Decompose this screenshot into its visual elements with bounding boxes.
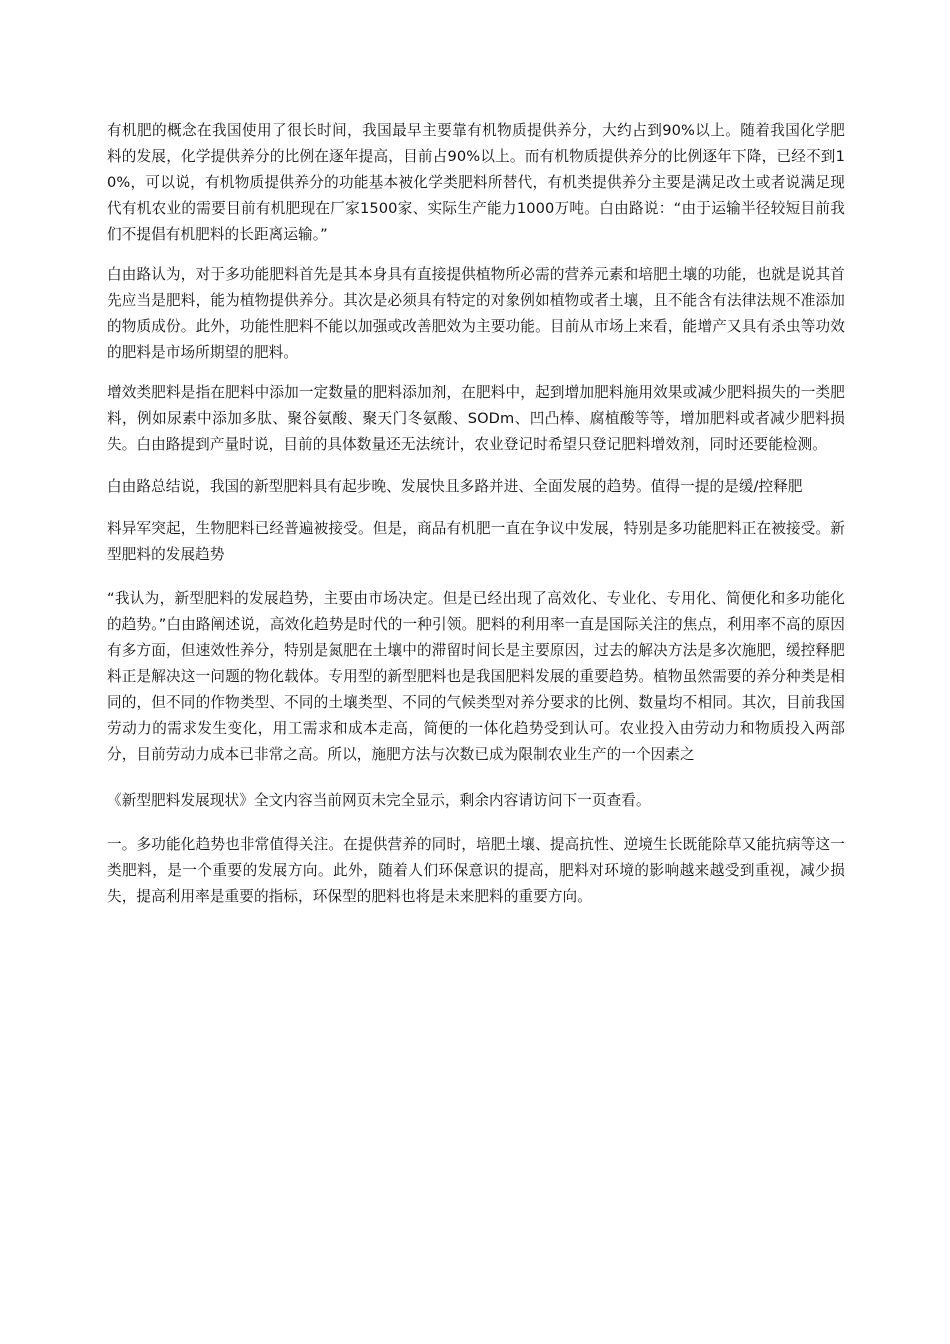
paragraph-synergist-fertilizer: 增效类肥料是指在肥料中添加一定数量的肥料添加剂，在肥料中，起到增加肥料施用效果或减少肥料损失的一类肥料，例如尿素中添加多肽、聚谷氨酸、聚天门冬氨酸、SODm、凹凸棒、腐植酸等等，增加肥料或者减少肥料损失。白由路提到产量时说，目前的具体数量还无法统计，农业登记时希望只登记肥料增效剂，同时还要能检测。 (107, 384, 845, 453)
paragraph-development-trends: “我认为，新型肥料的发展趋势，主要由市场决定。但是已经出现了高效化、专业化、专用化、简便化和多功能化的趋势。”白由路阐述说，高效化趋势是时代的一种引领。肥料的利用率一直是国际关注的焦点，利用率不高的原因有多方面，但速效性养分，特别是氮肥在土壤中的滞留时间长是主要原因，过去的解决方法是多次施肥，缓控释肥料正是解决这一问题的物化载体。专用型的新型肥料也是我国肥料发展的重要趋势。植物虽然需要的养分种类是相同的，但不同的作物类型、不同的土壤类型、不同的气候类型对养分要求的比例、数量均不相同。其次，目前我国劳动力的需求发生变化，用工需求和成本走高，简便的一体化趋势受到认可。农业投入由劳动力和物质投入两部分，目前劳动力成本已非常之高。所以，施肥方法与次数已成为限制农业生产的一个因素之 (107, 590, 845, 763)
document-body (107, 118, 845, 910)
paragraph-organic-fertilizer: 有机肥的概念在我国使用了很长时间，我国最早主要靠有机物质提供养分，大约占到90%以上。随着我国化学肥料的发展，化学提供养分的比例在逐年提高，目前占90%以上。而有机物质提供养分的比例逐年下降，已经不到10%，可以说，有机物质提供养分的功能基本被化学类肥料所替代，有机类提供养分主要是满足改土或者说满足现代有机农业的需要目前有机肥现在厂家1500家、实际生产能力1000万吨。白由路说：“由于运输半径较短目前我们不提倡有机肥料的长距离运输。” (107, 122, 845, 243)
paragraph-multifunctional-fertilizer: 白由路认为，对于多功能肥料首先是其本身具有直接提供植物所必需的营养元素和培肥土壤的功能，也就是说其首先应当是肥料，能为植物提供养分。其次是必须具有特定的对象例如植物或者土壤，且不能含有法律法规不准添加的物质成份。此外，功能性肥料不能以加强或改善肥效为主要功能。目前从市场上来看，能增产又具有杀虫等功效的肥料是市场所期望的肥料。 (107, 266, 845, 361)
paragraph-summary: 白由路总结说，我国的新型肥料具有起步晚、发展快且多路并进、全面发展的趋势。值得一提的是缓/控释肥 (107, 478, 803, 495)
paragraph-continuation-notice: 《新型肥料发展现状》全文内容当前网页未完全显示，剩余内容请访问下一页查看。 (107, 792, 651, 809)
paragraph-multifunctional-trend: 一。多功能化趋势也非常值得关注。在提供营养的同时，培肥土壤、提高抗性、逆境生长既能除草又能抗病等这一类肥料，是一个重要的发展方向。此外，随着人们环保意识的提高，肥料对环境的影响越来越受到重视，减少损失，提高利用率是重要的指标，环保型的肥料也将是未来肥料的重要方向。 (107, 836, 845, 905)
paragraph-summary-continued: 料异军突起，生物肥料已经普遍被接受。但是，商品有机肥一直在争议中发展，特别是多功能肥料正在被接受。新型肥料的发展趋势 (107, 520, 845, 563)
